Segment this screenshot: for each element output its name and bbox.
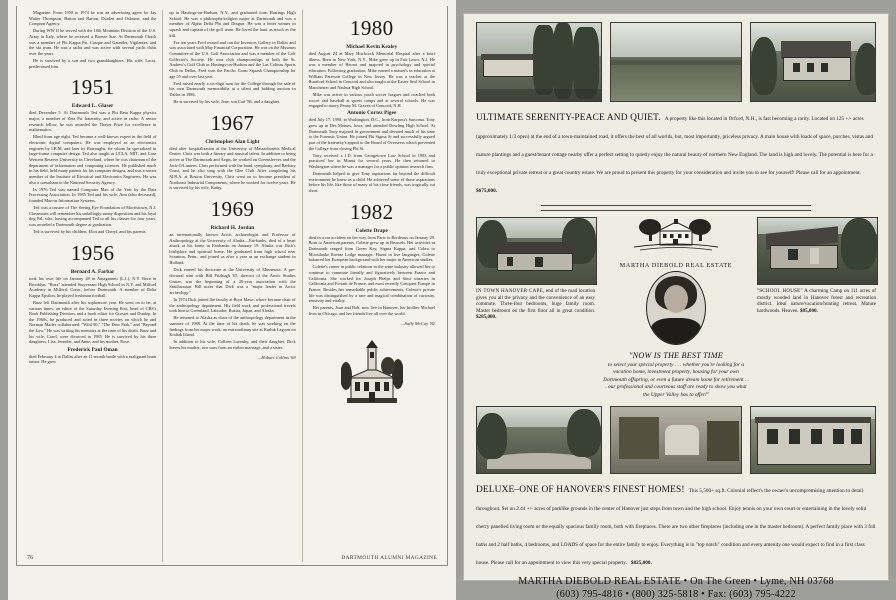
obituary-paragraph: Colette's career in public relations in the wine industry allowed her to continue to commute literally and figuratively between France and California. She worked for Joseph Phelps and Simi wineries in California and Fortant de France, and most recently Conquest Europe in France. Besides her remarkable public achievements, Colette's private life was distinguished by a rare and magical combination of curiosity, sensivity and vitality. bbox=[308, 264, 435, 304]
school-house-caption bbox=[757, 288, 876, 314]
obituary-paragraph: took his own life on January 28 in Amagansett (L.I.), N.Y. Born in Brooklyn, "Buzz" attended Stuyvesant High School in N.Y. and Milford Academy in Milford, Conn., before Dartmouth. A member of Delta Kappa Epsilon, he played freshman football. bbox=[29, 275, 157, 298]
class-year-heading: 1951 bbox=[70, 75, 115, 100]
hanover-cape-lead: IN TOWN HANOVER CAPE, bbox=[476, 288, 545, 294]
class-year-heading: 1982 bbox=[349, 199, 394, 224]
open-field-vista-photo bbox=[610, 22, 742, 102]
obituary-paragraph: Blind from age eight, Ted became a well-known expert in the field of electronic digital computers. He was employed as an electronics engineer by I.B.M. and later by Burroughs, for whom he specialized in large-frame computer design. Ted also taught at UCLA, MIT, and Case Western Reserve University in Cleveland, where he was chairman of the department of information and computing sciences. He published much in his field, held many patents for his computer designs, and was a senior member of the Institute of Electrical and Electronics Engineers. He was also a consultant to the National Security Agency. bbox=[29, 134, 157, 185]
obituary-paragraph: died in a car accident on her way from Paris to Bordeaux on January 29. Born to American parents, Colette grew up in Brussels. Her activities at Dartmouth ranged from Green Key, Sigma Kappa, and Cobra to Moosilauke Ravine Lodge manager. Fluent in five languages, Colette balanced her European background with her major in American studies. bbox=[308, 234, 435, 263]
class-year-heading: 1956 bbox=[70, 240, 115, 265]
obituary-paragraph: Tony received a J.D. from Georgetown Law School in 1983 and practiced law in Miami for several years. He then returned to Washington where he was a manager for a public opinion research firm. bbox=[308, 152, 435, 170]
colonial-exterior-photo bbox=[750, 406, 876, 474]
hanover-cape-price: $285,000. bbox=[476, 314, 497, 321]
obituary-paragraph: He is survived by a son and two granddaughters. His wife, Lucia, predeceased him. bbox=[29, 58, 157, 69]
farmhouse-behind-trees-photo bbox=[476, 22, 602, 102]
obituary-paragraph: Buzz left Dartmouth after his sophomore year. He went on to be, at various times, an editor of the Saturday Evening Post, head of CBS's Book Publishing Division, and a book editor for Grosset and Dunlop. In the 1960s, he produced and acted in three movies on which he and Norman Mailer collaborated: "Wild 90," "The Deer Park," and "Beyond the Law." He was writing his memoirs at the time of his death. Buzz and his wife, Carol, were divorced in 1985. He is survived by his three daughters, Lisa, Jennifer, and Anne, and his mother, Rose. bbox=[29, 299, 157, 345]
obituary-paragraph: died December 5. At Dartmouth Ted was a Phi Beta Kappa physics major, a member of Zeta Psi fraternity, and active in radio. A senior research fellow, he was awarded the Thayer Prize for excellence in mathematics. bbox=[29, 110, 157, 133]
hanover-cape-listing bbox=[476, 217, 595, 321]
deceased-name: Frederick Paul Oman bbox=[67, 346, 118, 353]
school-house-price: $85,000. bbox=[799, 307, 818, 314]
obituary-column-2 bbox=[162, 10, 301, 562]
obituary-paragraph: Her parents, Joan and Bob, now live in Hanover, her brother Michael lives in Chicago, and her friends live all over the world. bbox=[308, 305, 435, 317]
hanover-cape-body: end of the road location gives you all the privacy and the convenience of an easy commute. Three-four bedrooms, huge family room. Master bedroom on the first floor all in great condition. bbox=[476, 288, 596, 314]
top-listing-body: A property like this located in Orford, N.H., is fast becoming a rarity. Located on 125 +/- acres (approximately 1/3 open) at the end of a town-maintained road, it offers the best of all worlds, but, most importantly, priceless privacy. A main house with loads of space, porches, vistas and mature plantings and a guest/tenant cottage nearby offer a perfect setting to quietly enjoy the natural beauty of northern New England. The land is high and lovely. The potential is here for a truly exceptional private retreat or a great country estate. We are proud to present this property for your consideration and invite you to see for yourself! Please call for an appointment. bbox=[476, 116, 873, 176]
page-number: 76 bbox=[27, 555, 33, 561]
obituary-column-3 bbox=[302, 10, 441, 562]
contact-block bbox=[476, 576, 876, 600]
top-listing-photos bbox=[476, 22, 876, 102]
obituary-paragraph: Mike was active in various youth soccer leagues and coached both soccer and baseball at sports camps and at several schools. He was engaged to marry Penny M. Graves of Concord, N.H. bbox=[308, 91, 435, 109]
class-year-heading: 1980 bbox=[349, 16, 394, 40]
deceased-name: Richard H. Jordan bbox=[210, 224, 255, 231]
obituary-paragraph: up in Hastings-on-Hudson, N.Y., and graduated form Hastings High School. He was a philosophy/religion major at Dartmouth and was a member of Alpha Delta Phi and Dragon. He was a letter winner in squash and captain of the golf team. He loved the hunt as much as the kill. bbox=[169, 10, 296, 38]
colonial-house-with-trees-logo bbox=[630, 217, 722, 262]
obituary-paragraph: died August 24 at Mary Hitchcock Memorial Hospital after a brief illness. Born in New York, N.Y., Mike grew up in Fair Lawn, N.J. He was a member of Heorot and majored in psychology and special education. Following graduation, Mike earned a master's in education at William Paterson College in New Jersey. He was a teacher at the Rumford School in Concord and also taught at the Easter Seal School in Manchester and Nashua High School. bbox=[308, 51, 435, 90]
obituary-paragraph: In 1974 Dick joined the faculty at Bryn Mawr, where became chair of the anthropology department. His field work and professional travels took him to Greenland, Labrador, Russia, Japan, and Alaska. bbox=[169, 296, 296, 314]
byline: —Sally McCoy '82 bbox=[400, 320, 435, 326]
top-listing-copy bbox=[476, 107, 876, 197]
slogan-headline: "NOW IS THE BEST TIME bbox=[629, 351, 723, 360]
deceased-name: Christopher Alan Light bbox=[205, 138, 260, 145]
school-house-lead: "SCHOOL HOUSE" bbox=[756, 288, 803, 294]
obituary-paragraph: Ted is survived by his children, Eliot and Cheryl, and his parents. bbox=[33, 229, 147, 235]
top-listing-price: $675,000. bbox=[476, 188, 497, 194]
class-year-heading: 1969 bbox=[210, 196, 255, 221]
middle-section bbox=[476, 217, 876, 399]
branding-block bbox=[603, 217, 749, 399]
bottom-listing-photos bbox=[476, 406, 876, 474]
bottom-listing-body: This 5,500+ sq.ft. Colonial reflect's the owner's uncompromising attention to detail throughout. Set on 2.44 +/- acres of parklike grounds in the center of Hanover just steps from town and the high school. Enjoy tennis on your own court or entertaining in the lovely solid cherry panelled living room or the equally spacious family room, both with fireplaces. There are two other fireplaces (including one in the master bedroom). A perfect family place with 3 full baths and 2 half baths, 4 bedrooms, and LOADS of space for the entire family to enjoy. Everything is in "top notch" condition and every amenity one would expect to find in a first class house. Please call for an appointment to view this very special property. bbox=[476, 488, 876, 567]
editorial-page bbox=[8, 0, 456, 600]
contact-address: MARTHA DIEBOLD REAL ESTATE • On The Green • Lyme, NH 03768 bbox=[518, 576, 834, 588]
hanover-cape-house-photo bbox=[476, 217, 597, 285]
hanover-cape-caption bbox=[476, 288, 595, 321]
magazine-name: DARTMOUTH ALUMNI MAGAZINE bbox=[341, 555, 437, 561]
obituary-paragraph: He returned to Alaska as chair of the anthropology department in the summer of 1988. At the time of his death, he was working on the findings from his major work, an extraordinary site at Karluk Lagoon on Kodiak Island. bbox=[169, 315, 296, 338]
deceased-name: Michael Kevin Kealey bbox=[346, 44, 398, 50]
obituary-columns bbox=[23, 10, 441, 562]
school-house-listing bbox=[757, 217, 876, 314]
living-room-interior-photo bbox=[610, 406, 742, 474]
obituary-paragraph: Fred raised nearly a six-digit sum for the College through the sale of his own Dartmouth memorabilia at a silent and bidding auction in Dallas in 1986. bbox=[169, 80, 296, 97]
bottom-listing-price: $825,000. bbox=[630, 560, 652, 567]
real-estate-advertisement bbox=[464, 14, 888, 600]
logo-company-name: MARTHA DIEBOLD REAL ESTATE bbox=[619, 263, 733, 269]
cottage-with-porch-photo bbox=[750, 22, 876, 102]
bottom-listing-copy bbox=[476, 479, 876, 569]
obituary-paragraph: Dick earned his doctorate at the University of Minnesota. A pre-doctoral stint with Bill Fitzhugh '65, director of the Arctic Studies Center, was the beginning of a 20-year association with the Smithsonian. Bill notes that Dick was a "major leader in Arctic archeology." bbox=[169, 267, 296, 295]
obituary-paragraph: For ten years Fred owned and ran the Investors Gallery in Dallas and was associated with May Financial Corporation. He was on the Museum Committee of the U.S. Golf Association and was a member of the Golf Collector's Society. He won club championships at both the St. Andrew's Golf Club in Hastings-on-Hudson and the Las Colinas Sports Club in Dallas. Fred won the Pacific Coast Squash Championship for age 55 and over last year. bbox=[169, 39, 296, 79]
obituaries-frame bbox=[16, 6, 448, 566]
deceased-name: Colette Drape bbox=[355, 227, 388, 234]
colonial-driveway-photo bbox=[476, 406, 602, 474]
obituary-column-1 bbox=[23, 10, 162, 562]
obituary-paragraph: Magazine. From 1950 to 1974 he was an advertising agent for Jay Walter Thompson, Batton and Barton, Durden and Osborne, and the Compton Agency. bbox=[29, 10, 157, 27]
dartmouth-hall-engraving bbox=[341, 340, 403, 406]
martha-diebold-portrait bbox=[646, 271, 706, 345]
school-house-body: A charming Camp on 111 acres of mostly wooded land in Hanover forest and recreation district. Ideal nature/vacation/hunting retreat. Mature hardwoods. Heaven. bbox=[756, 288, 877, 314]
deceased-name: Edward L. Glaser bbox=[71, 103, 114, 110]
slogan-body: to select your special property . . . whether you're looking for a vacation home, investment property, housing for your own Dartmouth offspring, or even a future dream home for retirement . . . our professional and courteous staff are ready to show you what the Upper Valley has to offer!" bbox=[603, 362, 749, 398]
obituary-paragraph: died February 4 in Dallas after an 11-month battle with a malignant brain tumor. He grew bbox=[29, 353, 157, 365]
divider-rule bbox=[541, 205, 811, 211]
obituary-paragraph: He is survived by his wife, Jane, son Carl '86, and a daughter. bbox=[173, 99, 281, 105]
obituary-paragraph: died July 17, 1990, in Washington, D.C., from Karposi's Sarcoma. Tony grew up in Des Moines, Iowa, and attended Dowling High School. At Dartmouth Tony majored in government and devoted much of his time to the Forensic Union. He joined Phi Sigma Si and successfully argued part of the fraternity's appeal to the Board of Overseers which prevented the College from closing Phi Si. bbox=[308, 117, 435, 151]
deceased-name: Bernard A. Farbar bbox=[70, 268, 115, 275]
obituary-paragraph: In addition to his wife, Colleen Lazenby, and their daughter, Dick leaves his mother, two sons from an earlier marriage, and a sister. bbox=[169, 339, 296, 351]
obituary-paragraph: In 1976 Ted was named Computer Man of the Year by the Data Processing Association. In 1985 Ted and his wife, Ann (also deceased), founded Marcus Information Systems. bbox=[29, 186, 157, 204]
byline: —Hobart Collins '69 bbox=[257, 354, 296, 360]
obituary-paragraph: an internationally known Arctic archaeologist and Professor of Anthropology at the University of Alaska—Fairbanks, died of a heart attack at his home in Fairbanks on January 19. Alaska was Dick's birthplace and spiritual home. He graduated from high school near Scranton, Penn., and joined us after a year as an exchange student in Holland. bbox=[169, 231, 296, 266]
obituary-paragraph: Ted was a trustee of The Seeing Eye Foundation of Morristown, N.J. Classmates will remember his unfailingly sunny disposition and his loyal dog Pal, who, having accompanied Ted to all his classes for four years, was awarded a Dartmouth degree at graduation. bbox=[29, 205, 157, 228]
obituary-paragraph: Dartmouth helped to give Tony aspirations far beyond the difficult environment he knew as a child. He achieved some of those aspirations before his life, like those of many of his close friends, was tragically cut short. bbox=[308, 171, 435, 194]
top-listing-headline: ULTIMATE SERENITY-PEACE AND QUIET. bbox=[476, 113, 661, 123]
deceased-name: Antonio Cortez Pigee bbox=[347, 110, 397, 117]
obituary-paragraph: During WW II he served with the 10th Mountain Division of the U.S. Army in Italy, where he received a Bronze Star. At Dartmouth Chuck was a member of Phi Kappa Psi, Casque and Gauntlet, Vigilantes, and the ski team. He was a sailor and was active with several yacht clubs over the years. bbox=[29, 28, 157, 56]
contact-phone: (603) 795-4816 • (800) 325-5818 • Fax: (603) 795-4222 bbox=[556, 589, 796, 600]
bottom-listing-headline: DELUXE–ONE OF HANOVER'S FINEST HOMES! bbox=[476, 485, 685, 496]
class-year-heading: 1967 bbox=[210, 110, 255, 135]
school-house-camp-photo bbox=[757, 217, 878, 285]
obituary-paragraph: died after hospitalization at the University of Massachusetts Medical Center. Chris was both a literary and musical talent. In addition to being active at The Dartmouth and Aegis, he worked on Greensleeves and the Jack-O-Lantern. Chris performed with the band, symphony, and Barbary Coast, and he also sang with the Glee Club. After completing his M.B.A. at Boston University, Chris went on to become president of Northeast Industrial Components, where he worked for twelve years. He is survived by his wife, Kathy. bbox=[169, 145, 296, 191]
